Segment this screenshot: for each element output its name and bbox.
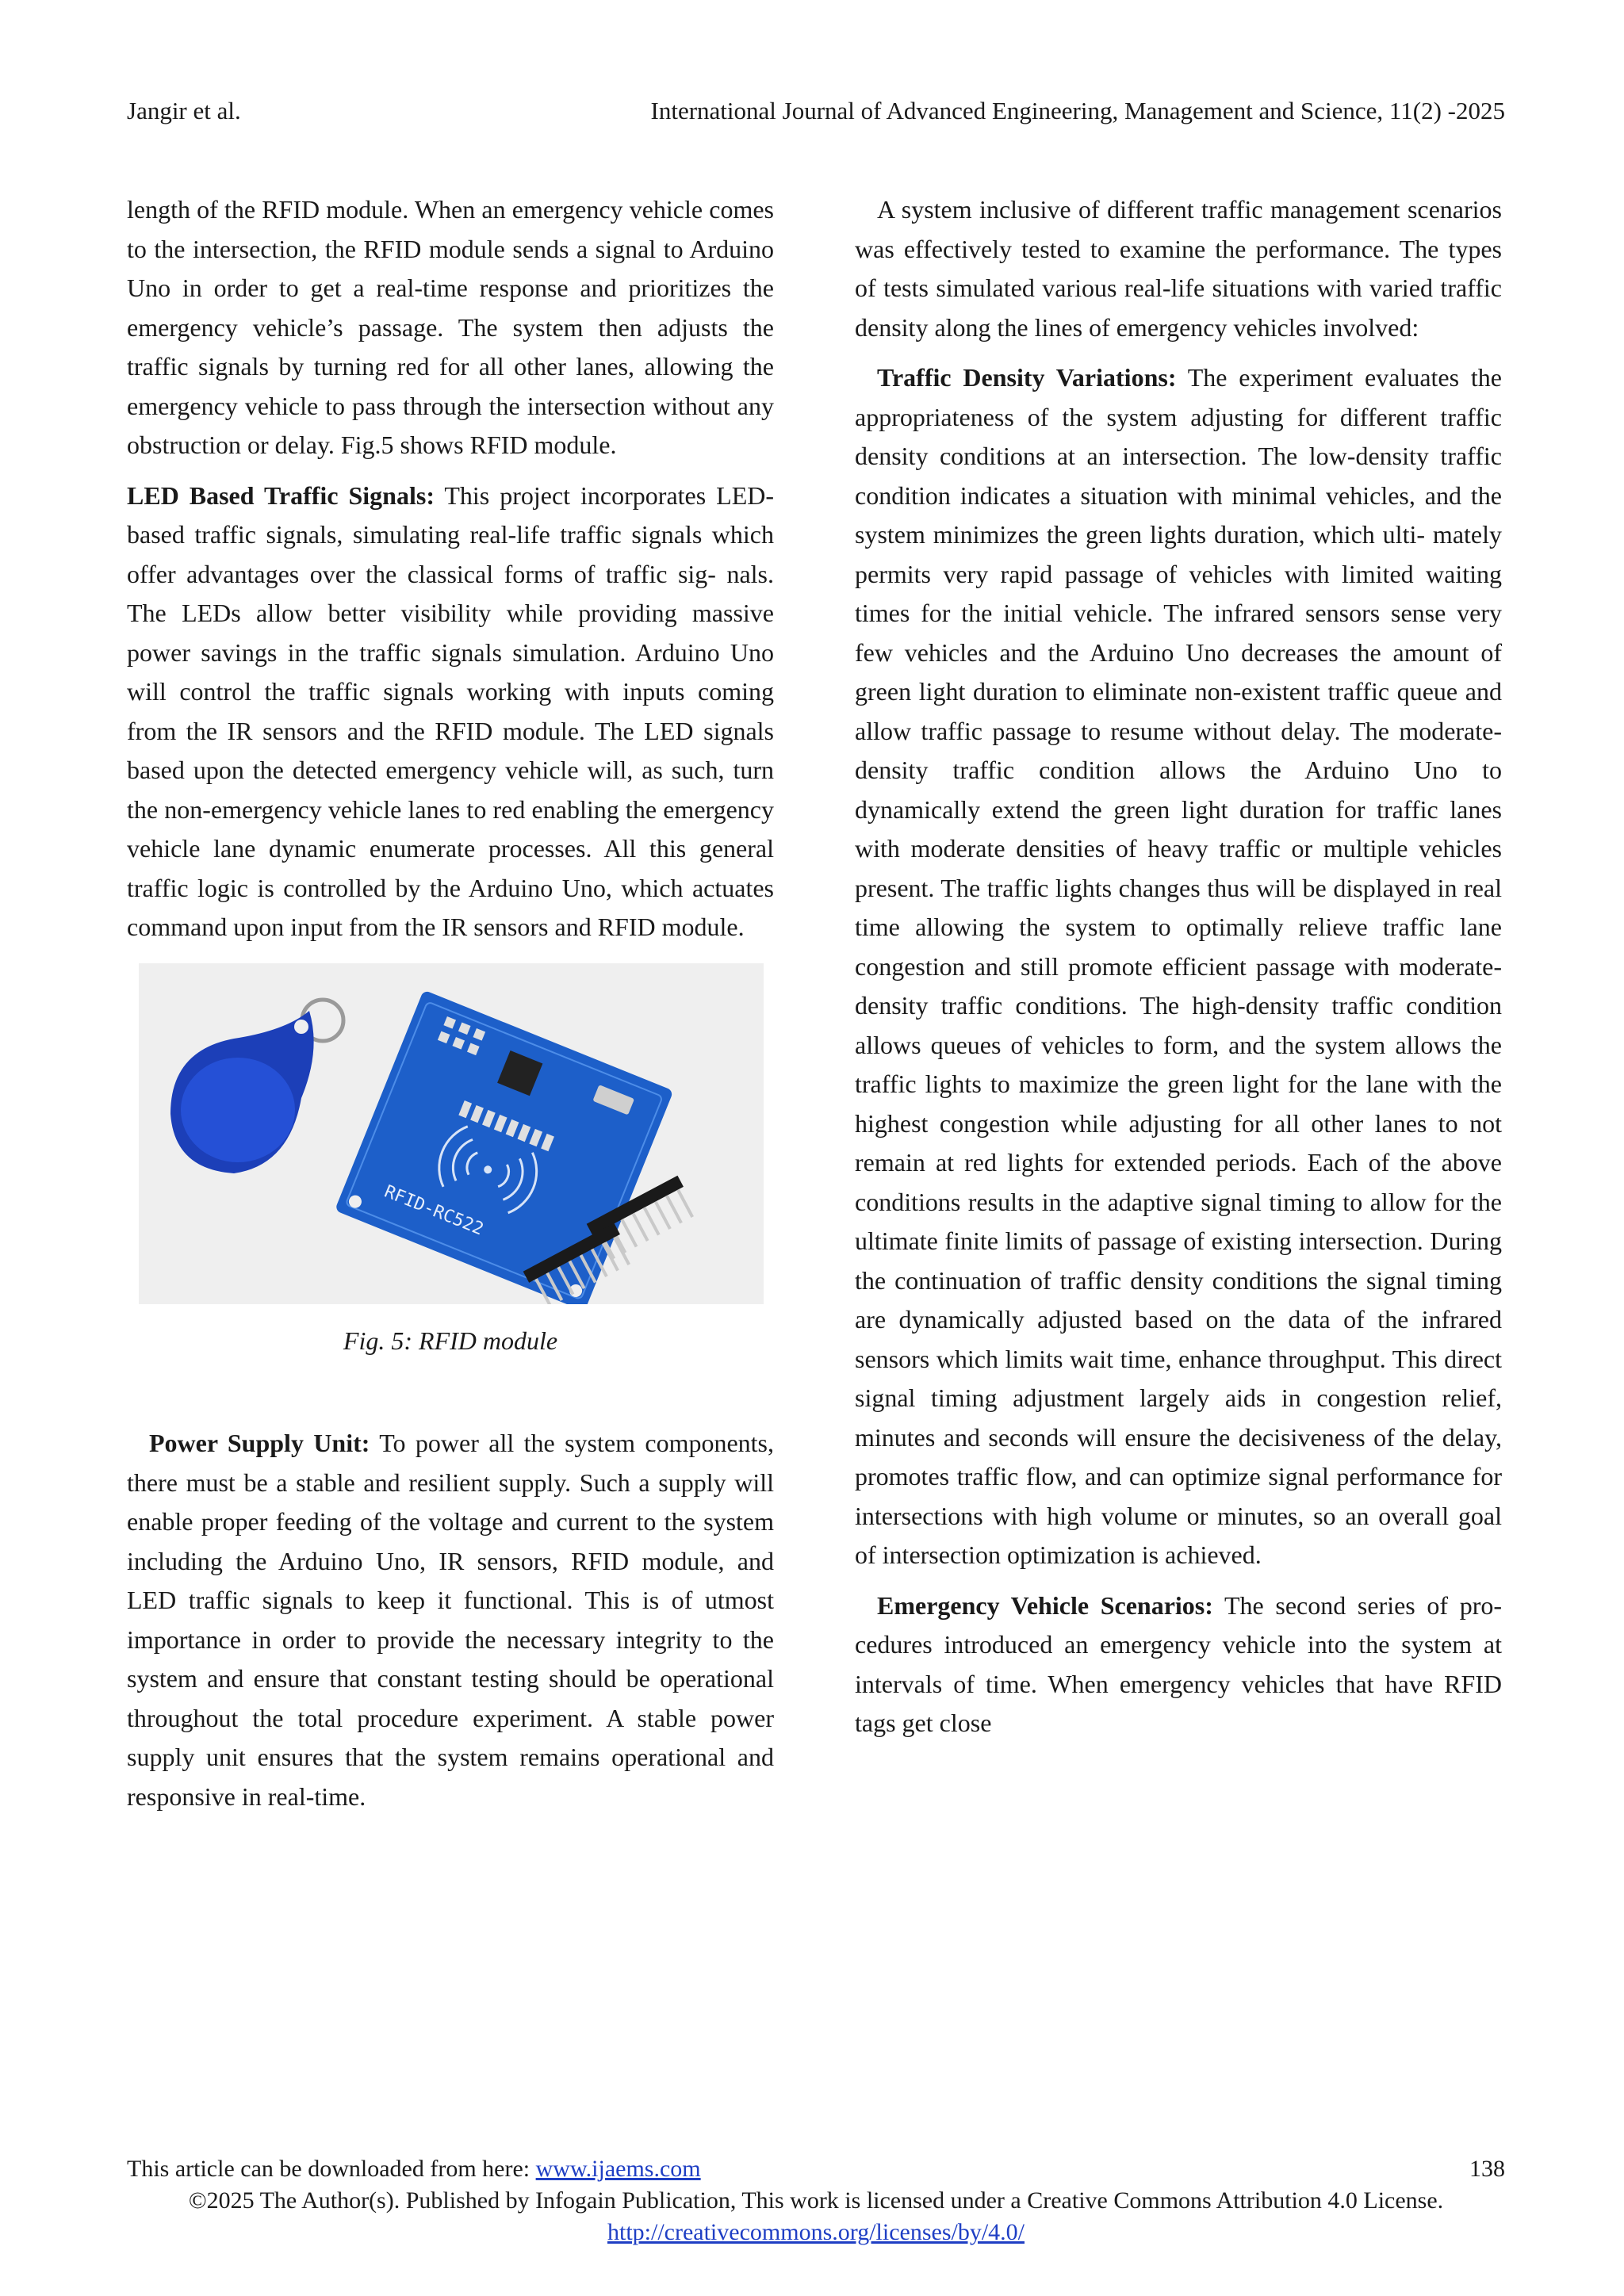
- rfid-module-figure: [139, 963, 764, 1304]
- paragraph-rfid-continued: length of the RFID module. When an emergency vehicle comes to the intersection, the RFID module sends a signal to Arduino Uno in order to get a real-time response and prioritizes the emergency vehicle’s passage. The system then adjusts the traffic signals by turning red for all other lanes, allowing the emergency vehicle to pass through the intersection without any obstruction or delay. Fig.5 shows RFID module.: [127, 195, 774, 459]
- license-text: ©2025 The Author(s). Published by Infogain Publication, This work is licensed under a Creative Commons Attribution 4.0 License.: [188, 2187, 1444, 2214]
- traffic-density-text: The experiment evaluates the appropriateness of the system adjusting for different traffic density conditions at an intersection. The low-density traffic condition indicates a situation with minimal vehicles, and the system minimizes the green lights duration, which ulti- mately permits very rapid passage of vehicles with limited waiting times for the initial vehicle. The infrared sensors sense very few vehicles and the Arduino Uno decreases the amount of green light duration to eliminate non-existent traffic queue and allow traffic passage to resume without delay. The moderate-density traffic condition allows the Arduino Uno to dynamically extend the green light duration for traffic lanes with moderate densities of heavy traffic or multiple vehicles present. The traffic lights changes thus will be displayed in real time allowing the system to optimally relieve traffic lane congestion and still promote efficient passage with moderate- density traffic conditions. The high-density traffic condition allows queues of vehicles to form, and the system allows the traffic lights to maximize the green light for the lane with the highest congestion while adjusting for all other lanes to not remain at red lights for extended periods. Each of the above conditions results in the adaptive signal timing to allow for the ultimate finite limits of passage of existing intersection. During the continuation of traffic density conditions the signal timing are dynamically adjusted based on the data of the infrared sensors which limits wait time, enhance throughput. This direct signal timing adjustment largely aids in congestion relief, minutes and seconds will ensure the decisiveness of the delay, promotes traffic flow, and can optimize signal performance for intersections with high volume or minutes, so an overall goal of intersection optimization is achieved.: [855, 363, 1502, 1569]
- paragraph-led-signals: [127, 476, 774, 947]
- header-journal: International Journal of Advanced Engineering, Management and Science, 11(2) -2025: [650, 97, 1505, 124]
- board-label: RFID-RC522: [381, 1181, 487, 1239]
- left-column: [127, 190, 774, 1827]
- traffic-density-heading: Traffic Density Variations:: [877, 363, 1177, 392]
- header-author: Jangir et al.: [127, 97, 241, 124]
- led-signals-text: This project incorporates LED-based traffic signals, simulating real-life traffic signals which offer advantages over the classical forms of traffic sig- nals. The LEDs allow better visibility while providing massive power savings in the traffic signals simulation. Arduino Uno will control the traffic signals working with inputs coming from the IR sensors and the RFID module. The LED signals based upon the detected emergency vehicle will, as such, turn the non-emergency vehicle lanes to red enabling the emergency vehicle lane dynamic enumerate processes. All this general traffic logic is controlled by the Arduino Uno, which actuates command upon input from the IR sensors and RFID module.: [127, 480, 775, 941]
- emergency-scenarios-heading: Emergency Vehicle Scenarios:: [877, 1590, 1213, 1620]
- power-supply-text: To power all the system components, there must be a stable and resilient supply. Such a supply will enable proper feeding of the voltage and current to the system including the Arduino Uno, IR sensors, RFID module, and LED traffic signals to keep it functional. This is of utmost importance in order to provide the necessary integrity to the system and ensure that constant testing should be operational throughout the total procedure experiment. A stable power supply unit ensures that the system remains operational and responsive in real-time.: [127, 1429, 775, 1811]
- paragraph-power-supply: [127, 1424, 774, 1816]
- page-footer: [127, 2153, 1505, 2248]
- paragraph-testing-intro: A system inclusive of different traffic management scenarios was effectively tested to examine the performance. The types of tests simulated various real-life situations with varied traffic density along the lines of emergency vehicles involved:: [855, 195, 1502, 342]
- page-number: 138: [1469, 2156, 1505, 2182]
- license-note: [127, 2185, 1505, 2248]
- paragraph-emergency-scenarios: [855, 1586, 1502, 1743]
- power-supply-heading: Power Supply Unit:: [149, 1429, 370, 1457]
- license-link[interactable]: http://creativecommons.org/licenses/by/4.0/: [607, 2219, 1025, 2245]
- download-note: [127, 2153, 701, 2185]
- emergency-scenarios-text: The second series of pro- cedures introduced an emergency vehicle into the system at intervals of time. When emergency vehicles that have RFID tags get close: [855, 1590, 1503, 1737]
- journal-link[interactable]: www.ijaems.com: [535, 2156, 701, 2182]
- right-column: [855, 190, 1502, 1755]
- paragraph-traffic-density: [855, 358, 1502, 1575]
- rfid-module-illustration: [139, 963, 764, 1304]
- led-signals-heading: LED Based Traffic Signals:: [127, 480, 435, 510]
- running-header: [127, 97, 1505, 136]
- download-text: This article can be downloaded from here:: [127, 2156, 536, 2182]
- figure-caption: Fig. 5: RFID module: [343, 1326, 558, 1355]
